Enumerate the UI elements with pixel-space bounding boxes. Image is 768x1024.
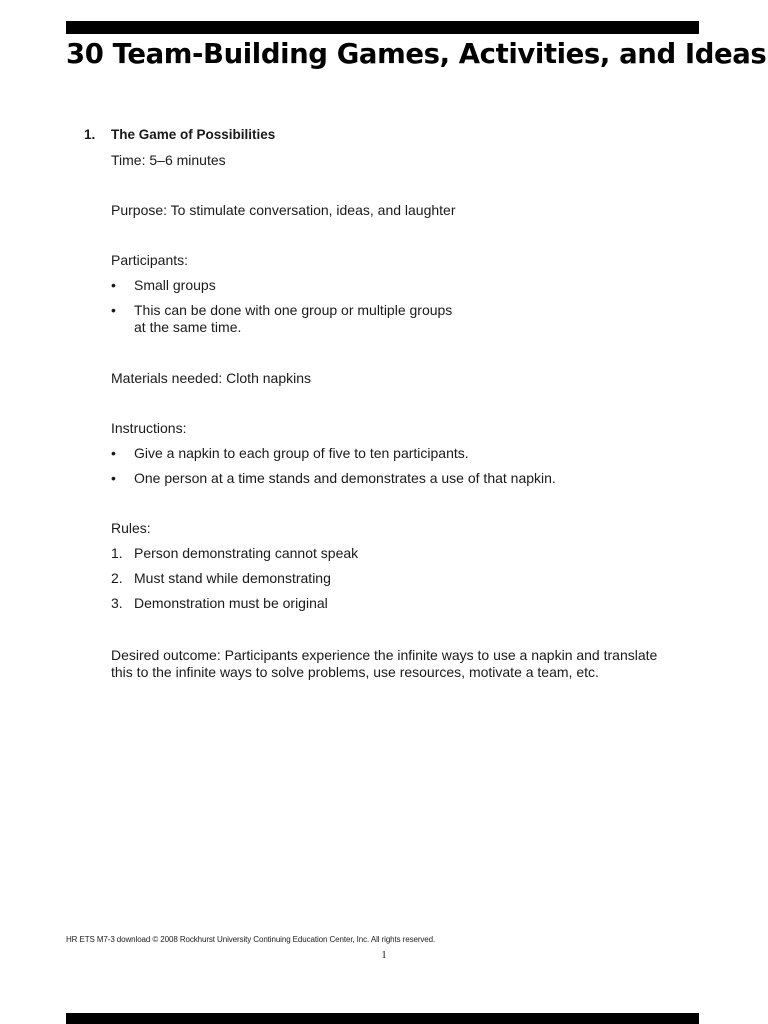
bullet-marker: • bbox=[111, 445, 116, 461]
copyright-footer: HR ETS M7-3 download © 2008 Rockhurst University Continuing Education Center, Inc. All rights reserved. bbox=[66, 935, 436, 944]
outcome-text: Desired outcome: Participants experience the infinite ways to use a napkin and translate bbox=[111, 647, 658, 663]
top-rule bbox=[66, 21, 699, 34]
list-item-text: Demonstration must be original bbox=[134, 595, 328, 611]
list-item-text: Small groups bbox=[134, 277, 216, 293]
instructions-label: Instructions: bbox=[111, 420, 187, 436]
list-item-text: at the same time. bbox=[134, 319, 242, 335]
outcome-text: this to the infinite ways to solve problems, use resources, motivate a team, etc. bbox=[111, 664, 599, 680]
bullet-marker: • bbox=[111, 277, 116, 293]
rule-number: 2. bbox=[111, 570, 123, 586]
rules-label: Rules: bbox=[111, 520, 151, 536]
participants-label: Participants: bbox=[111, 252, 189, 268]
page-number: 1 bbox=[381, 949, 387, 961]
list-item-text: One person at a time stands and demonstrates a use of that napkin. bbox=[134, 470, 556, 486]
rule-number: 1. bbox=[111, 545, 123, 561]
list-item-text: This can be done with one group or multiple groups bbox=[134, 302, 453, 318]
bottom-rule bbox=[66, 1013, 699, 1024]
document-title: 30 Team-Building Games, Activities, and Ideas bbox=[66, 38, 767, 70]
materials-text: Materials needed: Cloth napkins bbox=[111, 370, 312, 386]
rule-number: 3. bbox=[111, 595, 123, 611]
purpose-text: Purpose: To stimulate conversation, ideas, and laughter bbox=[111, 202, 456, 218]
bullet-marker: • bbox=[111, 302, 116, 318]
item-heading: The Game of Possibilities bbox=[111, 127, 276, 142]
list-item-text: Give a napkin to each group of five to ten participants. bbox=[134, 445, 469, 461]
time-text: Time: 5–6 minutes bbox=[111, 152, 226, 168]
item-number: 1. bbox=[84, 127, 96, 142]
bullet-marker: • bbox=[111, 470, 116, 486]
list-item-text: Person demonstrating cannot speak bbox=[134, 545, 359, 561]
list-item-text: Must stand while demonstrating bbox=[134, 570, 331, 586]
